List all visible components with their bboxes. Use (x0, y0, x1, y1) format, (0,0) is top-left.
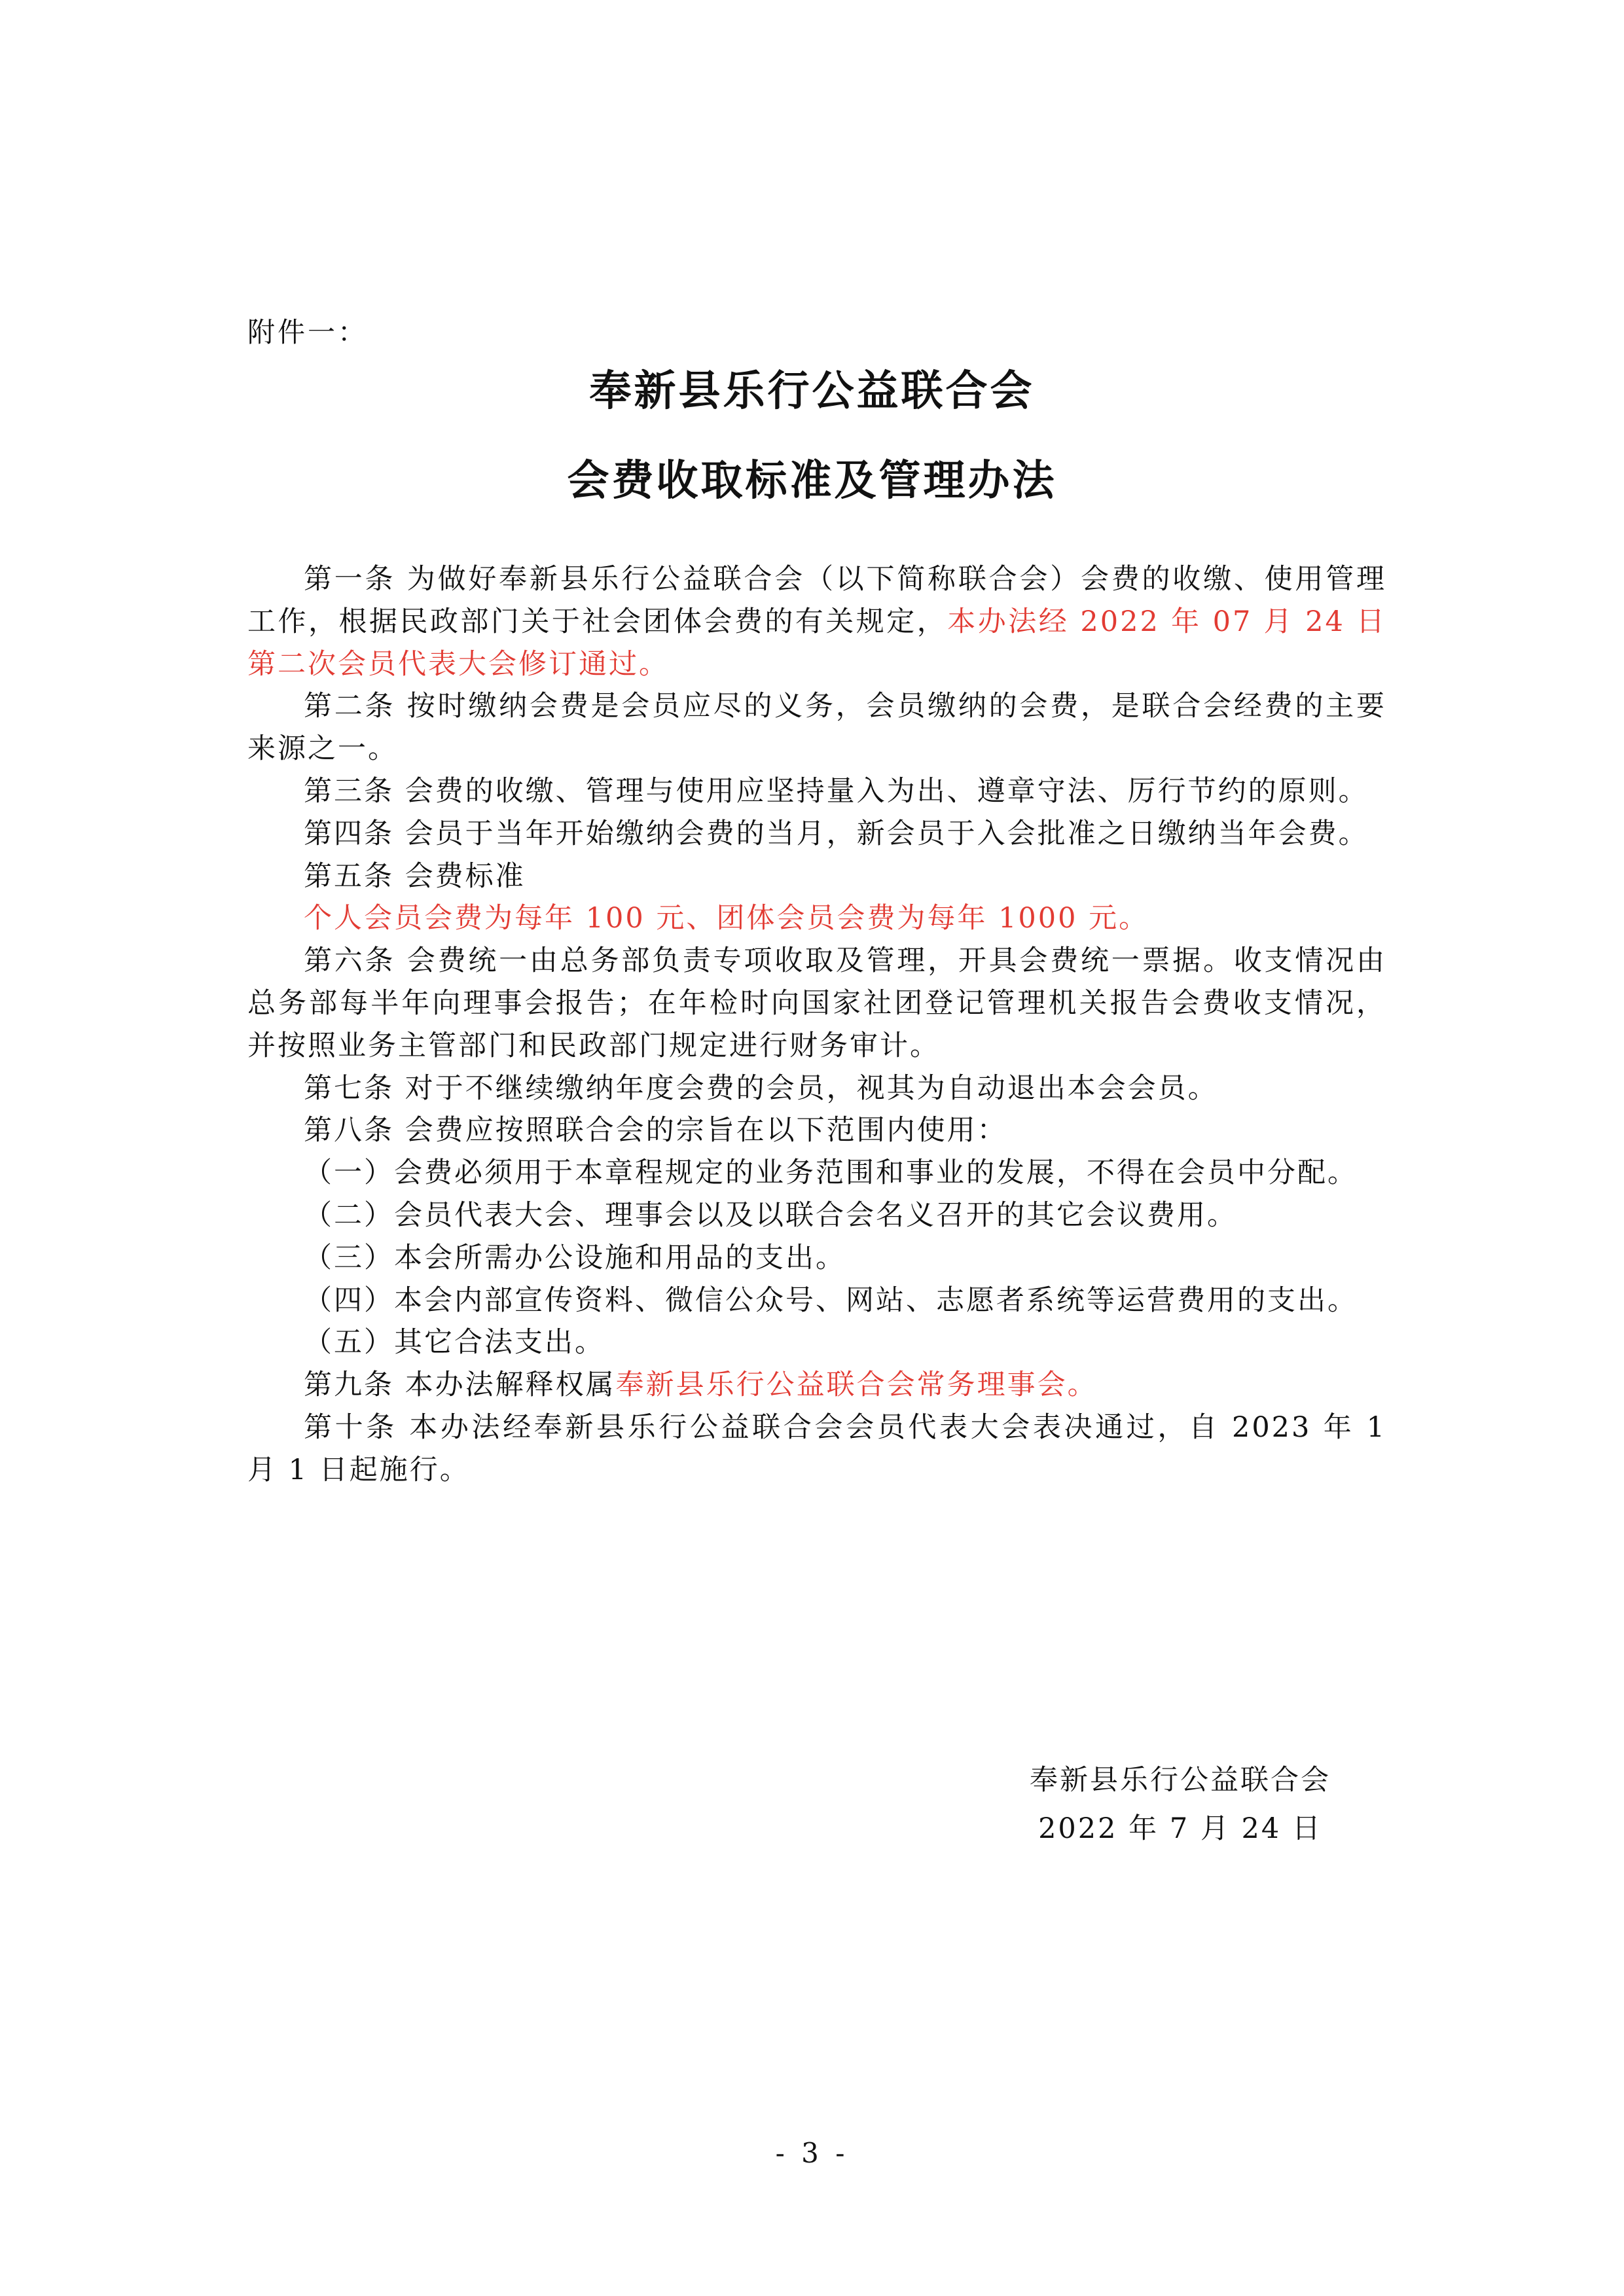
document-body (247, 558, 1386, 1492)
paragraph-article-7 (247, 1067, 1386, 1110)
paragraph-item-4 (247, 1280, 1386, 1322)
paragraph-text: （一）会费必须用于本章程规定的业务范围和事业的发展，不得在会员中分配。 (304, 1157, 1358, 1190)
paragraph-text: 第八条 会费应按照联合会的宗旨在以下范围内使用： (304, 1114, 1007, 1147)
paragraph-article-9 (247, 1364, 1386, 1407)
paragraph-article-3 (247, 770, 1386, 813)
paragraph-item-1 (247, 1152, 1386, 1194)
paragraph-text: 第九条 本办法解释权属 (304, 1369, 616, 1402)
highlighted-text: 本办法经 2022 年 07 月 24 日第二次会员代表大会修订通过。 (247, 605, 1387, 681)
paragraph-article-8 (247, 1109, 1386, 1152)
paragraph-item-3 (247, 1237, 1386, 1280)
paragraph-article-5 (247, 855, 1386, 898)
attachment-label: 附件一： (247, 316, 369, 348)
paragraph-text: 第十条 本办法经奉新县乐行公益联合会会员代表大会表决通过，自 2023 年 1 月 1 日起施行。 (247, 1410, 1386, 1486)
paragraph-text: 第七条 对于不继续缴纳年度会费的会员，视其为自动退出本会会员。 (304, 1071, 1218, 1105)
paragraph-text: （二）会员代表大会、理事会以及以联合会名义召开的其它会议费用。 (304, 1198, 1237, 1232)
paragraph-item-2 (247, 1194, 1386, 1237)
document-title-line2: 会费收取标准及管理办法 (567, 456, 1057, 505)
paragraph-article-4 (247, 813, 1386, 855)
page-number: - 3 - (775, 2137, 849, 2169)
paragraph-article-6 (247, 940, 1386, 1067)
paragraph-article-2 (247, 685, 1386, 770)
paragraph-text: 第四条 会员于当年开始缴纳会费的当月，新会员于入会批准之日缴纳当年会费。 (304, 817, 1369, 850)
paragraph-text: （四）本会内部宣传资料、微信公众号、网站、志愿者系统等运营费用的支出。 (304, 1283, 1358, 1317)
paragraph-text: （三）本会所需办公设施和用品的支出。 (304, 1241, 846, 1274)
paragraph-text: 第一条 为做好奉新县乐行公益联合会（以下简称联合会）会费的收缴、使用管理工作，根据民政部门关于社会团体会费的有关规定， (247, 563, 1386, 638)
paragraph-fee-standard (247, 897, 1386, 940)
paragraph-article-1 (247, 558, 1386, 685)
paragraph-text: （五）其它合法支出。 (304, 1326, 605, 1359)
paragraph-item-5 (247, 1321, 1386, 1364)
highlighted-text: 奉新县乐行公益联合会常务理事会。 (615, 1369, 1098, 1402)
paragraph-article-10 (247, 1407, 1386, 1492)
document-title-line1: 奉新县乐行公益联合会 (589, 367, 1035, 416)
signature-date: 2022 年 7 月 24 日 (1038, 1812, 1322, 1845)
paragraph-text: 第五条 会费标准 (304, 859, 526, 893)
signature-organization: 奉新县乐行公益联合会 (1030, 1764, 1331, 1797)
paragraph-text: 第六条 会费统一由总务部负责专项收取及管理，开具会费统一票据。收支情况由总务部每半年向理事会报告；在年检时向国家社团登记管理机关报告会费收支情况，并按照业务主管部门和民政部门规定进行财务审计。 (247, 944, 1386, 1062)
paragraph-text: 第二条 按时缴纳会费是会员应尽的义务，会员缴纳的会费，是联合会经费的主要来源之一。 (247, 690, 1386, 766)
paragraph-text: 第三条 会费的收缴、管理与使用应坚持量入为出、遵章守法、厉行节约的原则。 (304, 774, 1369, 808)
highlighted-text: 个人会员会费为每年 100 元、团体会员会费为每年 1000 元。 (304, 902, 1149, 935)
